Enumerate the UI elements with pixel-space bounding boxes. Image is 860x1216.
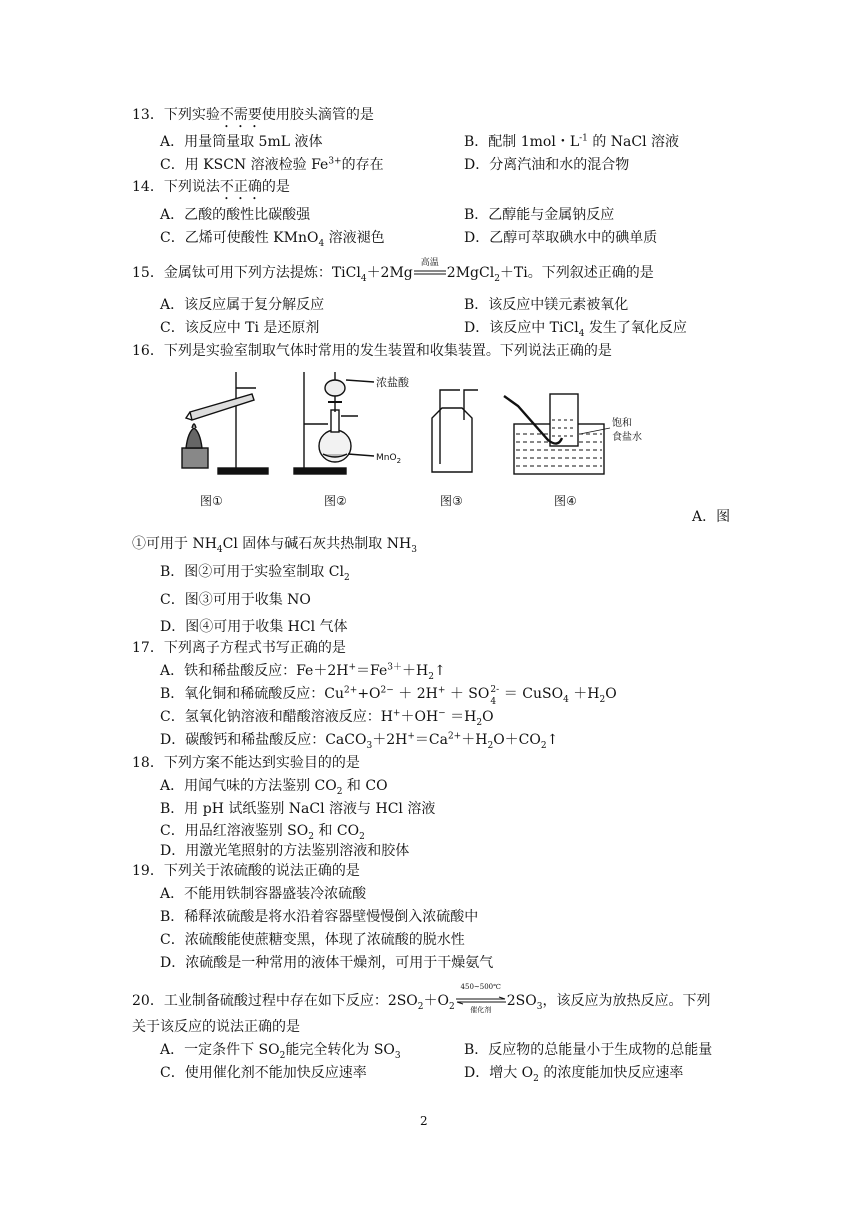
q19-option-c: C．浓硫酸能使蔗糖变黑，体现了浓硫酸的脱水性: [160, 932, 465, 948]
q20-option-d: D．增大 $O_2$ 的浓度能加快反应速率: [464, 1065, 684, 1084]
fig2-flask-apparatus: [294, 372, 374, 474]
q15-option-b: B．该反应中镁元素被氧化: [464, 297, 629, 313]
label-saturated: 饱和: [612, 418, 632, 429]
q18-stem: 18．下列方案不能达到实验目的的是: [132, 755, 360, 771]
fig4-label: 图④: [554, 494, 577, 508]
q15-option-a: A．该反应属于复分解反应: [160, 297, 325, 313]
q16-option-a-head: A．图: [692, 509, 731, 525]
q18-option-c: C．用品红溶液鉴别 $SO_2$ 和 $CO_2$: [160, 823, 365, 842]
page-number: 2: [420, 1114, 428, 1128]
q20-stem-continued: 关于该反应的说法正确的是: [132, 1019, 300, 1035]
q16-option-d: D．图④可用于收集 HCl 气体: [160, 619, 348, 635]
q18-option-a: A．用闻气味的方法鉴别 $CO_2$ 和 CO: [160, 778, 388, 797]
q15-option-c: C．该反应中 Ti 是还原剂: [160, 320, 320, 336]
q13-option-c: C．用 KSCN 溶液检验 $Fe^{3+}$的存在: [160, 156, 384, 173]
label-mno2: MnO$_2$: [376, 453, 402, 465]
q17-option-b: B．氧化铜和稀硫酸反应：$Cu^{2+}+O^{2-} + 2H^+$ ＋ SO 2- 4 ＝ CuSO$_4$ $+H_2O$: [160, 685, 617, 707]
q20-option-b: B．反应物的总能量小于生成物的总能量: [464, 1042, 713, 1058]
q13-stem: 13．下列实验不需要使用胶头滴管的是: [132, 107, 374, 123]
q18-option-d: D．用激光笔照射的方法鉴别溶液和胶体: [160, 843, 410, 859]
q19-option-d: D．浓硫酸是一种常用的液体干燥剂，可用于干燥氨气: [160, 955, 494, 971]
q17-stem: 17．下列离子方程式书写正确的是: [132, 640, 346, 656]
fig1-label: 图①: [200, 494, 223, 508]
label-conc-hcl: 浓盐酸: [376, 376, 409, 389]
q20-stem: 20．工业制备硫酸过程中存在如下反应：$2SO_2+O_2$ 450~500℃ 催化剂 $2SO_3$，该反应为放热反应。下列: [132, 983, 711, 1014]
fig3-label: 图③: [440, 494, 463, 508]
q20-option-a: A．一定条件下 $SO_2$能完全转化为 $SO_3$: [160, 1042, 401, 1061]
q16-option-b: B．图②可用于实验室制取 $Cl_2$: [160, 564, 350, 583]
q14-option-d: D．乙醇可萃取碘水中的碘单质: [464, 230, 658, 246]
q13-option-b: B．配制 1mol・$L^{-1}$ 的 NaCl 溶液: [464, 133, 680, 150]
q19-option-b: B．稀释浓硫酸是将水沿着容器壁慢慢倒入浓硫酸中: [160, 909, 479, 925]
q20-option-c: C．使用催化剂不能加快反应速率: [160, 1065, 367, 1081]
q14-option-b: B．乙醇能与金属钠反应: [464, 207, 615, 223]
apparatus-figure: [178, 368, 642, 514]
apparatus-drawing: [178, 368, 642, 514]
q16-option-a-tail: ①可用于 $NH_4Cl$ 固体与碱石灰共热制取 $NH_3$: [132, 536, 417, 555]
q13-option-a: A．用量筒量取 5mL 液体: [160, 134, 323, 150]
q20-equation-arrow: 450~500℃ 催化剂: [455, 992, 507, 1010]
q17-option-c: C．氢氧化钠溶液和醋酸溶液反应：$H^++OH^- =H_2O$: [160, 708, 494, 728]
fig2-label: 图②: [324, 494, 347, 508]
fig3-gas-bottle: [432, 390, 478, 472]
q16-option-c: C．图③可用于收集 NO: [160, 592, 311, 608]
q13-option-d: D．分离汽油和水的混合物: [464, 157, 630, 173]
q17-option-d: D．碳酸钙和稀盐酸反应：$CaCO_3+2H^+=Ca^{2+}+H_2O+CO_2↑$: [160, 731, 559, 751]
q16-stem: 16．下列是实验室制取气体时常用的发生装置和收集装置。下列说法正确的是: [132, 343, 612, 359]
q14-option-c: C．乙烯可使酸性 KMnO$_4$ 溶液褪色: [160, 230, 385, 249]
q14-stem: 14．下列说法不正确的是: [132, 179, 290, 195]
q14-option-a: A．乙酸的酸性比碳酸强: [160, 207, 311, 223]
q17-option-a: A．铁和稀盐酸反应：$Fe+2H^+=Fe^{3+}+H_2↑$: [160, 662, 446, 682]
q15-equation-arrow: 高温: [420, 258, 439, 268]
fig1-heating-apparatus: [182, 372, 268, 474]
fig4-water-trough: [504, 394, 610, 474]
q19-stem: 19．下列关于浓硫酸的说法正确的是: [132, 863, 360, 879]
label-brine: 食盐水: [612, 432, 642, 443]
q15-stem: 15．金属钛可用下列方法提炼：TiCl$_4$＋2Mg 高温 2MgCl$_2$＋Ti。下列叙述正确的是: [132, 258, 654, 284]
q18-option-b: B．用 pH 试纸鉴别 NaCl 溶液与 HCl 溶液: [160, 801, 436, 817]
q15-option-d: D．该反应中 TiCl$_4$ 发生了氧化反应: [464, 320, 687, 339]
q19-option-a: A．不能用铁制容器盛装冷浓硫酸: [160, 886, 367, 902]
